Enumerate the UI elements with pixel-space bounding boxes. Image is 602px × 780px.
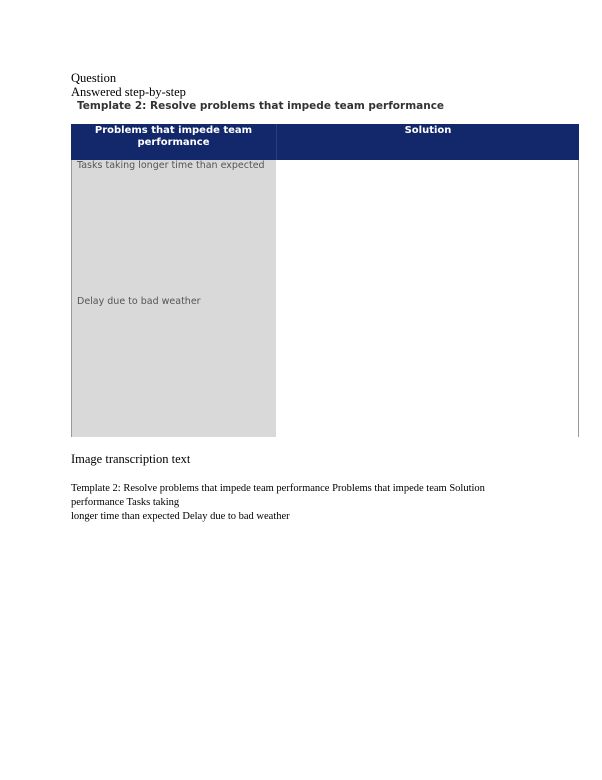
header-solution: Solution [276,124,579,160]
transcription-heading: Image transcription text [71,452,191,466]
transcription-text [71,482,541,524]
row-1-solution-cell [276,160,579,297]
question-label: Question [71,71,117,85]
transcription-line: performance Tasks taking [71,497,180,508]
row-1-problem-cell: Tasks taking longer time than expected [71,160,277,297]
template-title: Template 2: Resolve problems that impede team performance [77,100,445,112]
row-2-problem-cell: Delay due to bad weather [71,296,277,437]
transcription-line: longer time than expected Delay due to bad weather [71,511,290,522]
transcription-line: Template 2: Resolve problems that impede team performance Problems that impede team Solution [71,483,485,494]
problems-table [71,124,579,437]
row-2-solution-cell [276,296,579,437]
answer-label: Answered step-by-step [71,85,186,99]
header-problems: Problems that impede team performance [71,124,276,160]
